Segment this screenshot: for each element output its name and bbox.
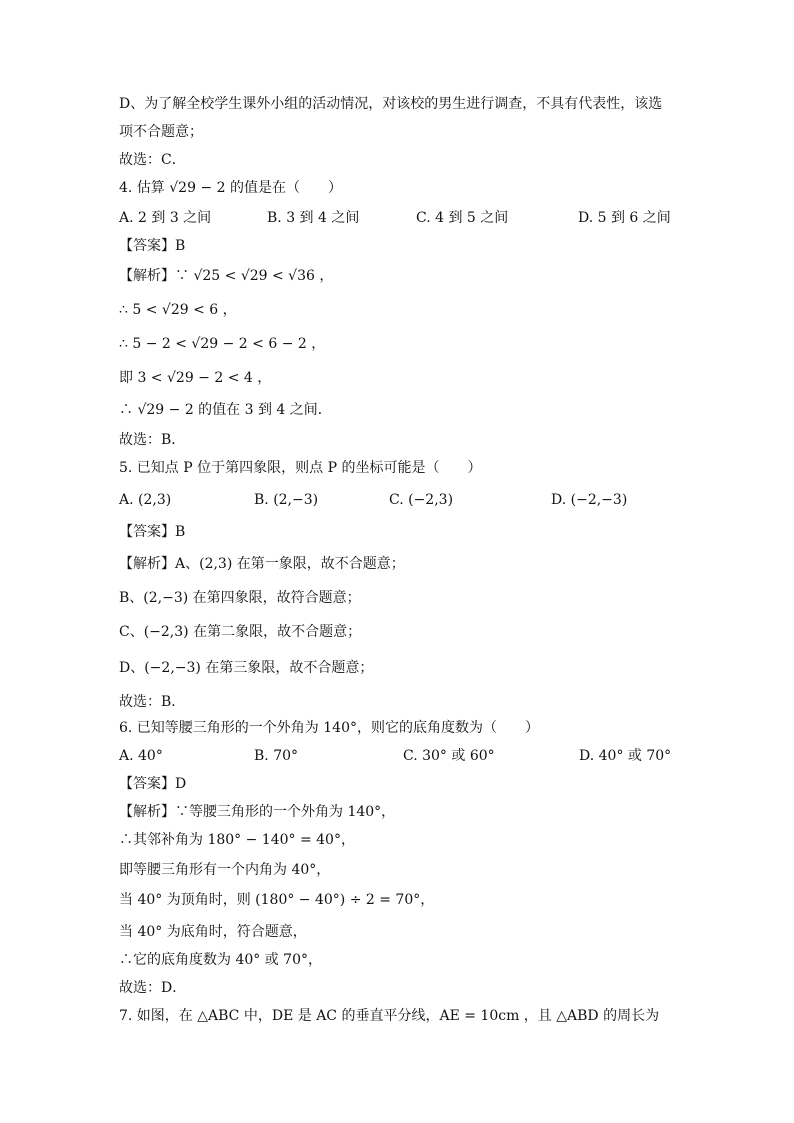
answer-5: 【答案】B — [119, 524, 186, 540]
text-line: 项不合题意； — [119, 124, 203, 140]
q6-option-c: C. 30° 或 60° — [403, 748, 495, 764]
analysis-6: 【解析】∵等腰三角形的一个外角为 140°， — [119, 804, 396, 820]
q4-option-d: D. 5 到 6 之间 — [578, 210, 671, 226]
analysis-5: 【解析】A、(2,3) 在第一象限，故不合题意； — [119, 556, 405, 572]
answer-6: 【答案】D — [119, 776, 187, 792]
q5-option-c: C. (−2,3) — [389, 492, 454, 508]
q5-option-a: A. (2,3) — [119, 492, 172, 508]
question-4: 4. 估算 √29 − 2 的值是在（ ） — [119, 180, 342, 196]
text-line: D、为了解全校学生课外小组的活动情况，对该校的男生进行调查，不具有代表性，该选 — [119, 96, 663, 112]
text-line: C、(−2,3) 在第二象限，故不合题意； — [119, 624, 362, 640]
text-line: 故选：C． — [119, 152, 186, 168]
text-line: 当 40° 为顶角时，则 (180° − 40°) ÷ 2 = 70°， — [119, 892, 435, 908]
q6-option-d: D. 40° 或 70° — [579, 748, 672, 764]
q4-option-b: B. 3 到 4 之间 — [267, 210, 360, 226]
q4-option-a: A. 2 到 3 之间 — [119, 210, 212, 226]
text-line: 即等腰三角形有一个内角为 40°， — [119, 862, 331, 878]
text-line: 故选：B． — [119, 432, 186, 448]
text-line: 当 40° 为底角时，符合题意， — [119, 924, 307, 940]
text-line: ∴ 5 − 2 < √29 − 2 < 6 − 2 ， — [119, 336, 326, 352]
text-line: 故选：D． — [119, 980, 187, 996]
q6-option-a: A. 40° — [119, 748, 163, 764]
q5-option-d: D. (−2,−3) — [551, 492, 628, 508]
q5-option-b: B. (2,−3) — [254, 492, 319, 508]
question-7: 7. 如图，在 △ABC 中，DE 是 AC 的垂直平分线，AE = 10cm ，且 △ABD 的周长为 — [119, 1008, 660, 1024]
text-line: 即 3 < √29 − 2 < 4 ， — [119, 370, 272, 386]
text-line: 故选：B． — [119, 694, 186, 710]
text-line: D、(−2,−3) 在第三象限，故不合题意； — [119, 660, 374, 676]
q4-option-c: C. 4 到 5 之间 — [416, 210, 509, 226]
text-line: ∴它的底角度数为 40° 或 70°， — [119, 952, 322, 968]
text-line: ∴其邻补角为 180° − 140° = 40°， — [119, 832, 355, 848]
question-5: 5. 已知点 P 位于第四象限，则点 P 的坐标可能是（ ） — [119, 460, 482, 476]
question-6: 6. 已知等腰三角形的一个外角为 140°，则它的底角度数为（ ） — [119, 720, 539, 736]
analysis-4: 【解析】∵ √25 < √29 < √36 ， — [119, 268, 334, 284]
q6-option-b: B. 70° — [254, 748, 299, 764]
answer-4: 【答案】B — [119, 238, 186, 254]
text-line: ∴ √29 − 2 的值在 3 到 4 之间． — [119, 402, 332, 418]
text-line: B、(2,−3) 在第四象限，故符合题意； — [119, 590, 361, 606]
text-line: ∴ 5 < √29 < 6 ， — [119, 302, 237, 318]
